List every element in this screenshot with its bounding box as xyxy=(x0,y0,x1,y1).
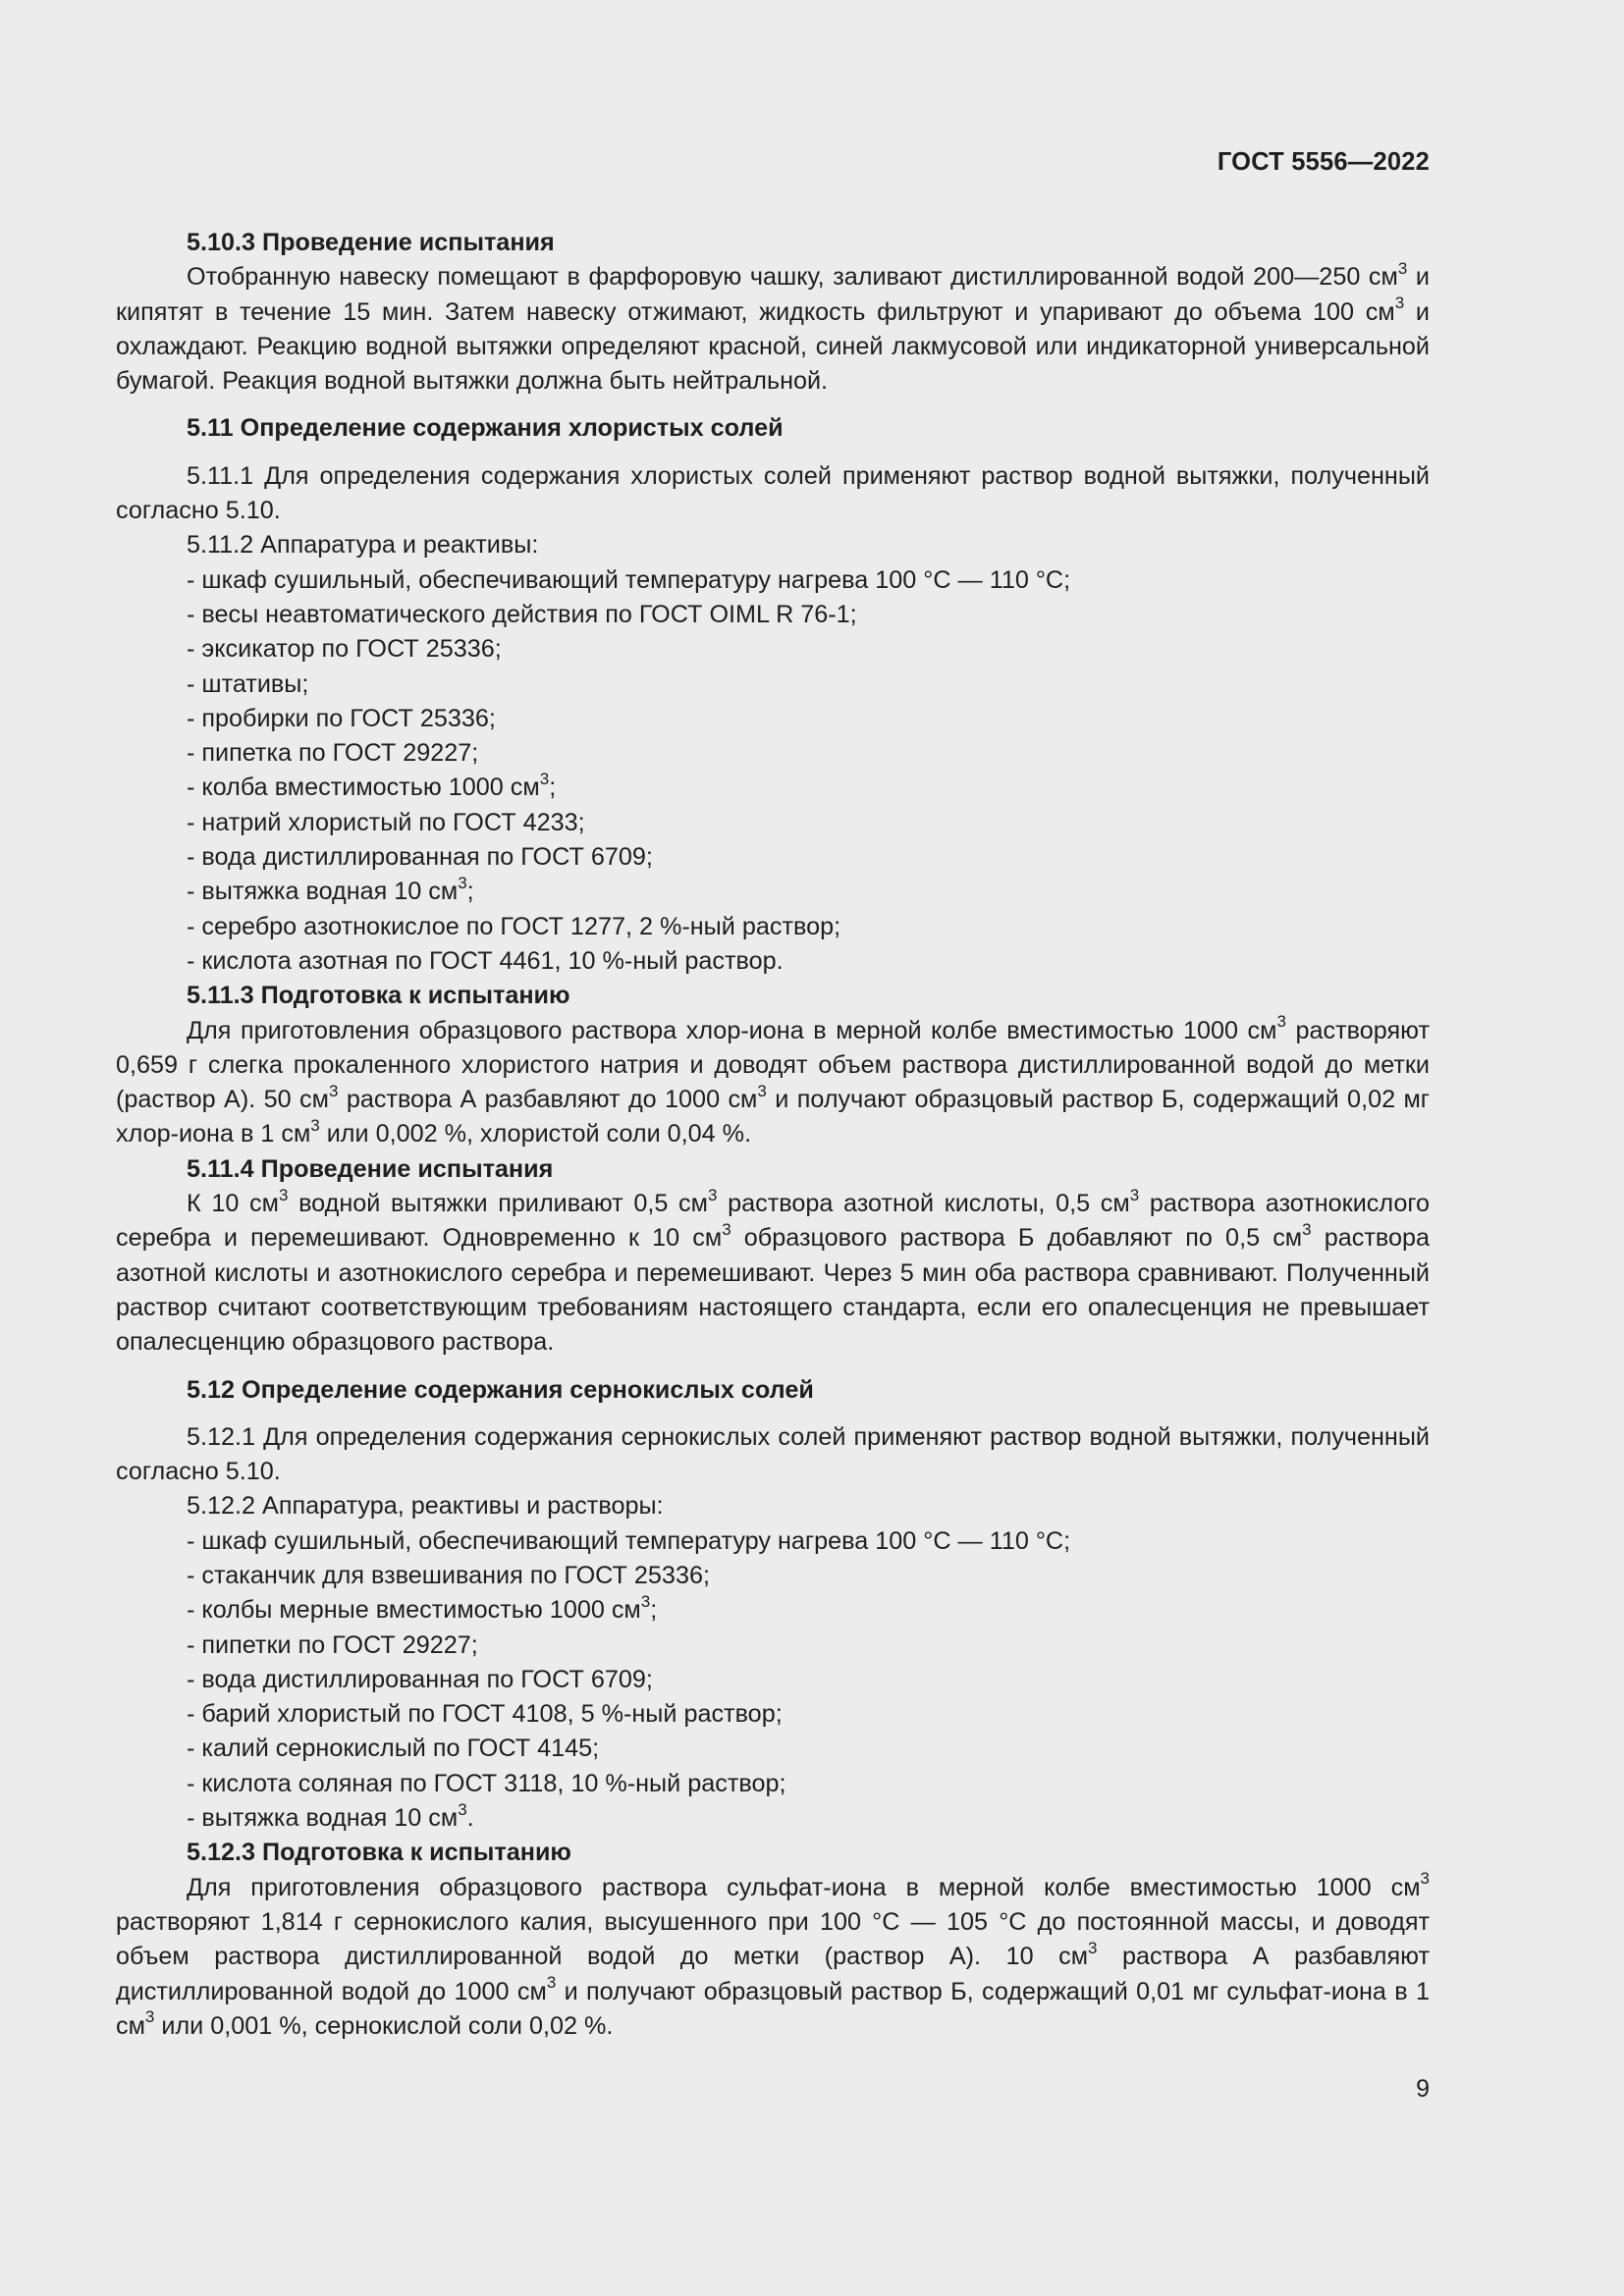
list-item: - барий хлористый по ГОСТ 4108, 5 %-ный раствор; xyxy=(187,1700,783,1729)
list-item: - штативы; xyxy=(187,669,309,698)
list-item: - вытяжка водная 10 $см^3$. xyxy=(187,1799,474,1833)
section-heading-5-11-3: 5.11.3 Подготовка к испытанию xyxy=(187,982,570,1010)
list-item: - натрий хлористый по ГОСТ 4233; xyxy=(187,808,585,836)
list-item: - серебро азотнокислое по ГОСТ 1277, 2 %-ный раствор; xyxy=(187,912,841,940)
list-item: - вытяжка водная 10 $см^3$; xyxy=(187,873,474,906)
document-header: ГОСТ 5556—2022 xyxy=(1217,148,1430,176)
list-item: - кислота азотная по ГОСТ 4461, 10 %-ный раствор. xyxy=(187,946,784,975)
document-page xyxy=(116,0,1430,2296)
list-item: - вода дистиллированная по ГОСТ 6709; xyxy=(187,1665,653,1693)
document-body xyxy=(116,226,1430,2044)
paragraph-5-12-3: Для приготовления образцового раствора сульфат-иона в мерной колбе вместимостью 1000 $см^3$ растворяют 1,814 г сернокислого калия, высушенного при 100 °C — 105 °C до постоянной массы, и доводят объем раствора дистиллированной водой до метки (раствор А). 10 $см^3$ раствора А разбавляют дистиллированной водой до 1000 $см^3$ и получают образцовый раствор Б, содержащий 0,01 мг сульфат-иона в 1 $см^3$ или 0,001 %, сернокислой соли 0,02 %. xyxy=(116,1869,1430,2040)
list-item: - стаканчик для взвешивания по ГОСТ 25336; xyxy=(187,1561,710,1589)
section-heading-5-12-3: 5.12.3 Подготовка к испытанию xyxy=(187,1839,571,1867)
list-item: - весы неавтоматического действия по ГОСТ OIML R 76-1; xyxy=(187,600,857,628)
list-item: - шкаф сушильный, обеспечивающий температуру нагрева 100 °C — 110 °C; xyxy=(187,1526,1071,1555)
paragraph-5-11-4: К 10 $см^3$ водной вытяжки приливают 0,5 $см^3$ раствора азотной кислоты, 0,5 $см^3$ раствора азотнокислого серебра и перемешивают. Одновременно к 10 $см^3$ образцового раствора Б добавляют по 0,5 $см^3$ раствора азотной кислоты и азотнокислого серебра и перемешивают. Через 5 мин оба раствора сравнивают. Полученный раствор считают соответствующим требованиям настоящего стандарта, если его опалесценция не превышает опалесценцию образцового раствора. xyxy=(116,1185,1430,1357)
paragraph-5-12-2: 5.12.2 Аппаратура, реактивы и растворы: xyxy=(187,1492,664,1521)
section-heading-5-12: 5.12 Определение содержания сернокислых солей xyxy=(187,1375,814,1404)
section-heading-5-10-3: 5.10.3 Проведение испытания xyxy=(187,229,555,256)
list-item: - колба вместимостью 1000 $см^3$; xyxy=(187,770,557,802)
section-heading-5-11-4: 5.11.4 Проведение испытания xyxy=(187,1154,554,1183)
list-item: - вода дистиллированная по ГОСТ 6709; xyxy=(187,843,653,872)
paragraph-5-10-3: Отобранную навеску помещают в фарфоровую чашку, заливают дистиллированной водой 200—250 $см^3$ и кипятят в течение 15 мин. Затем навеску отжимают, жидкость фильтруют и упаривают до объема 100 $см^3$ и охлаждают. Реакцию водной вытяжки определяют красной, синей лакмусовой или индикаторной универсальной бумагой. Реакция водной вытяжки должна быть нейтральной. xyxy=(116,258,1430,396)
paragraph-5-11-2: 5.11.2 Аппаратура и реактивы: xyxy=(187,531,539,560)
paragraph-5-12-1: 5.12.1 Для определения содержания сернокислых солей применяют раствор водной вытяжки, полученный согласно 5.10. xyxy=(116,1422,1430,1486)
list-item: - пипетки по ГОСТ 29227; xyxy=(187,1630,478,1659)
list-item: - пробирки по ГОСТ 25336; xyxy=(187,704,496,732)
list-item: - колбы мерные вместимостью 1000 $см^3$; xyxy=(187,1591,658,1625)
paragraph-5-11-3: Для приготовления образцового раствора хлор-иона в мерной колбе вместимостью 1000 $см^3$ растворяют 0,659 г слегка прокаленного хлористого натрия и доводят объем раствора дистиллированной водой до метки (раствор А). 50 $см^3$ раствора А разбавляют до 1000 $см^3$ и получают образцовый раствор Б, содержащий 0,02 мг хлор-иона в 1 $см^3$ или 0,002 %, хлористой соли 0,04 %. xyxy=(116,1012,1430,1148)
list-item: - эксикатор по ГОСТ 25336; xyxy=(187,635,502,664)
list-item: - кислота соляная по ГОСТ 3118, 10 %-ный раствор; xyxy=(187,1769,786,1797)
list-item: - шкаф сушильный, обеспечивающий температуру нагрева 100 °C — 110 °C; xyxy=(187,565,1071,594)
section-heading-5-11: 5.11 Определение содержания хлористых солей xyxy=(187,414,784,443)
list-item: - калий сернокислый по ГОСТ 4145; xyxy=(187,1735,600,1763)
list-item: - пипетка по ГОСТ 29227; xyxy=(187,739,479,768)
paragraph-5-11-1: 5.11.1 Для определения содержания хлористых солей применяют раствор водной вытяжки, полученный согласно 5.10. xyxy=(116,461,1430,525)
page-number: 9 xyxy=(1416,2075,1430,2103)
